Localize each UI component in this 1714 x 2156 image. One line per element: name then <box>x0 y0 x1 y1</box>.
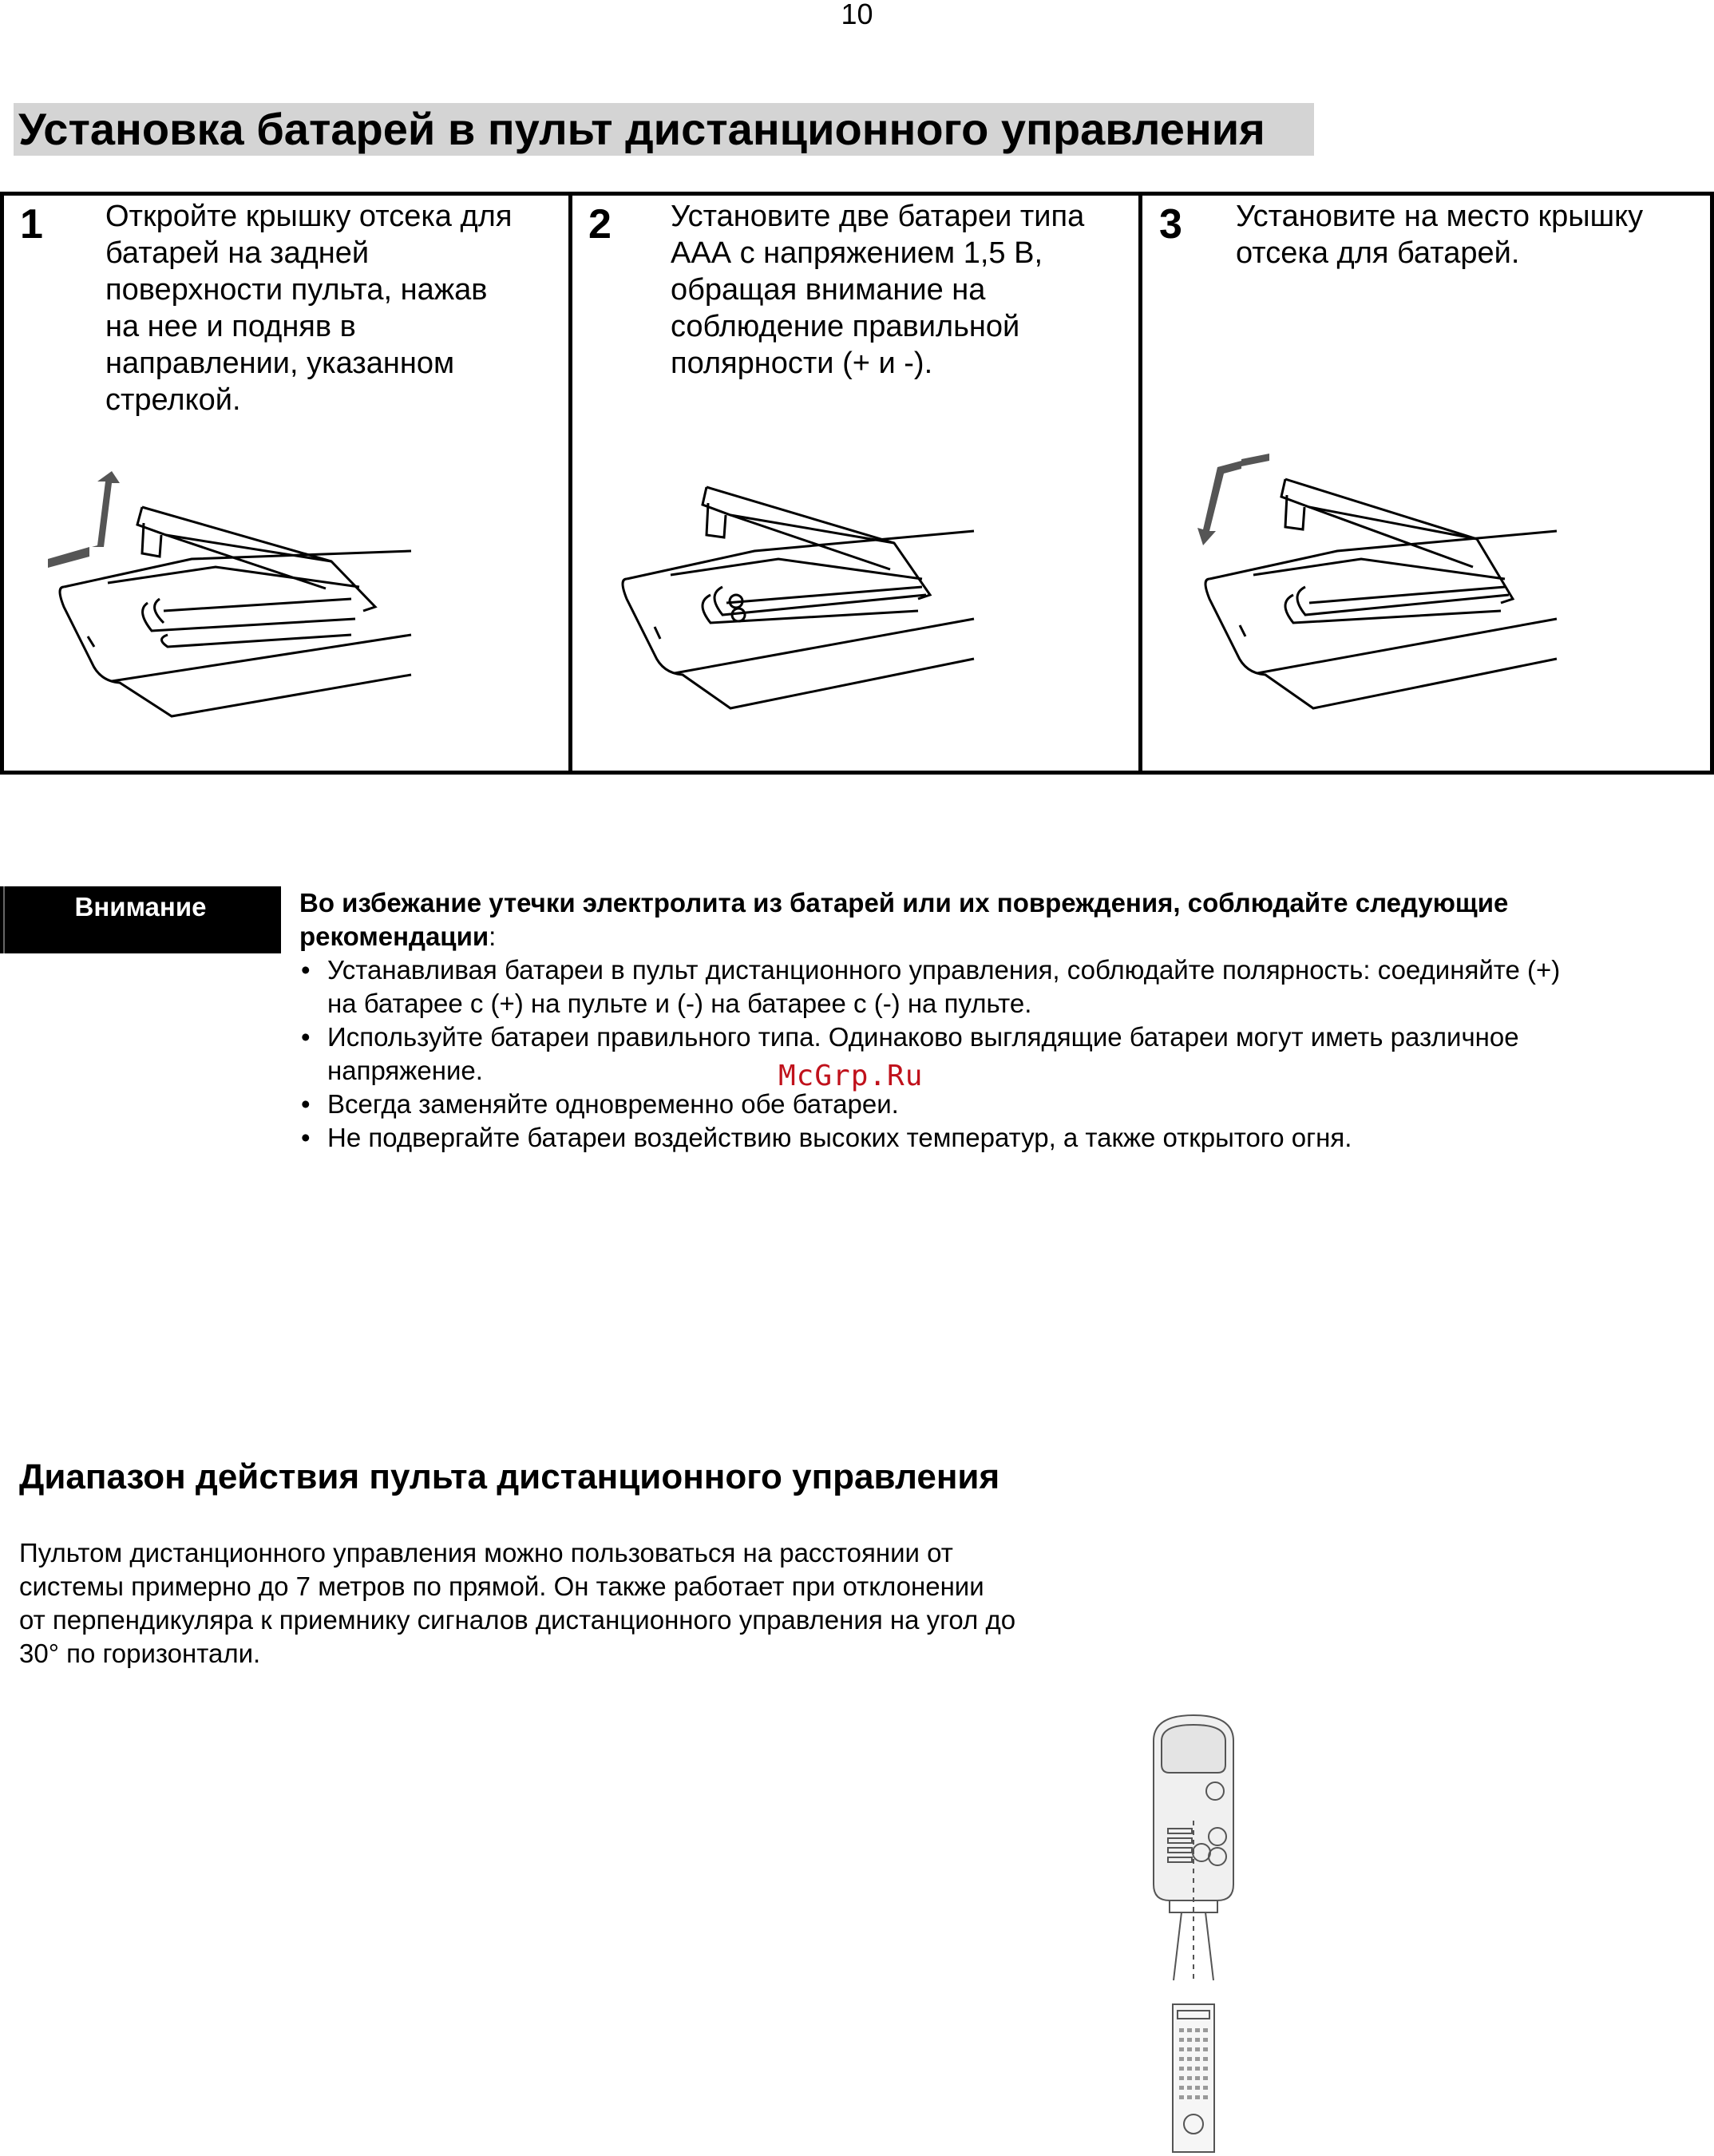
range-section-text: Пультом дистанционного управления можно пользоваться на расстоянии от системы примерно до 7 метров по прямой. Он также работает при отклонении от перпендикуляра к приемнику сигналов дистанционного управления на угол до 30° по горизонтали. <box>19 1538 1016 1668</box>
warning-item: • Всегда заменяйте одновременно обе батареи. <box>299 1088 1688 1121</box>
step-3-text: Установите на место крышку отсека для батарей. <box>1236 200 1644 270</box>
warning-item: • Используйте батареи правильного типа. Одинаково выглядящие батареи могут иметь различное напряжение. <box>299 1021 1688 1088</box>
remote-range-diagram-icon <box>1138 1709 1249 2156</box>
batteries-inserted-icon <box>619 467 994 723</box>
warning-label <box>0 886 281 953</box>
step-divider <box>568 192 572 775</box>
battery-section-title: Установка батарей в пульт дистанционного управления <box>18 104 1265 154</box>
step-3-number: 3 <box>1159 201 1182 248</box>
battery-section-heading <box>14 103 1314 156</box>
step-divider <box>1138 192 1142 775</box>
warning-label-text: Внимание <box>74 892 207 921</box>
step-1-number: 1 <box>20 201 43 248</box>
warning-heading: Во избежание утечки электролита из батарей или их повреждения, соблюдайте следующие рекомендации: <box>299 888 1509 951</box>
range-section-title: Диапазон действия пульта дистанционного управления <box>19 1457 1000 1496</box>
battery-cover-open-icon <box>48 467 423 723</box>
warning-item: • Не подвергайте батареи воздействию высоких температур, а также открытого огня. <box>299 1121 1688 1155</box>
warning-body <box>299 886 1688 1155</box>
warning-list <box>299 953 1688 1155</box>
page-number: 10 <box>841 0 873 30</box>
step-1-text: Откройте крышку отсека для батарей на задней поверхности пульта, нажав на нее и подняв в направлении, указанном стрелкой. <box>105 200 513 417</box>
step-2-number: 2 <box>588 201 612 248</box>
step-2-text: Установите две батареи типа ААА с напряжением 1,5 В, обращая внимание на соблюдение правильной полярности (+ и -). <box>671 200 1085 380</box>
battery-cover-close-icon <box>1193 451 1569 715</box>
watermark: McGrp.Ru <box>778 1060 924 1092</box>
warning-item: • Устанавливая батареи в пульт дистанционного управления, соблюдайте полярность: соединяйте (+) на батарее с (+) на пульте и (-) на батарее с (-) на пульте. <box>299 953 1688 1021</box>
